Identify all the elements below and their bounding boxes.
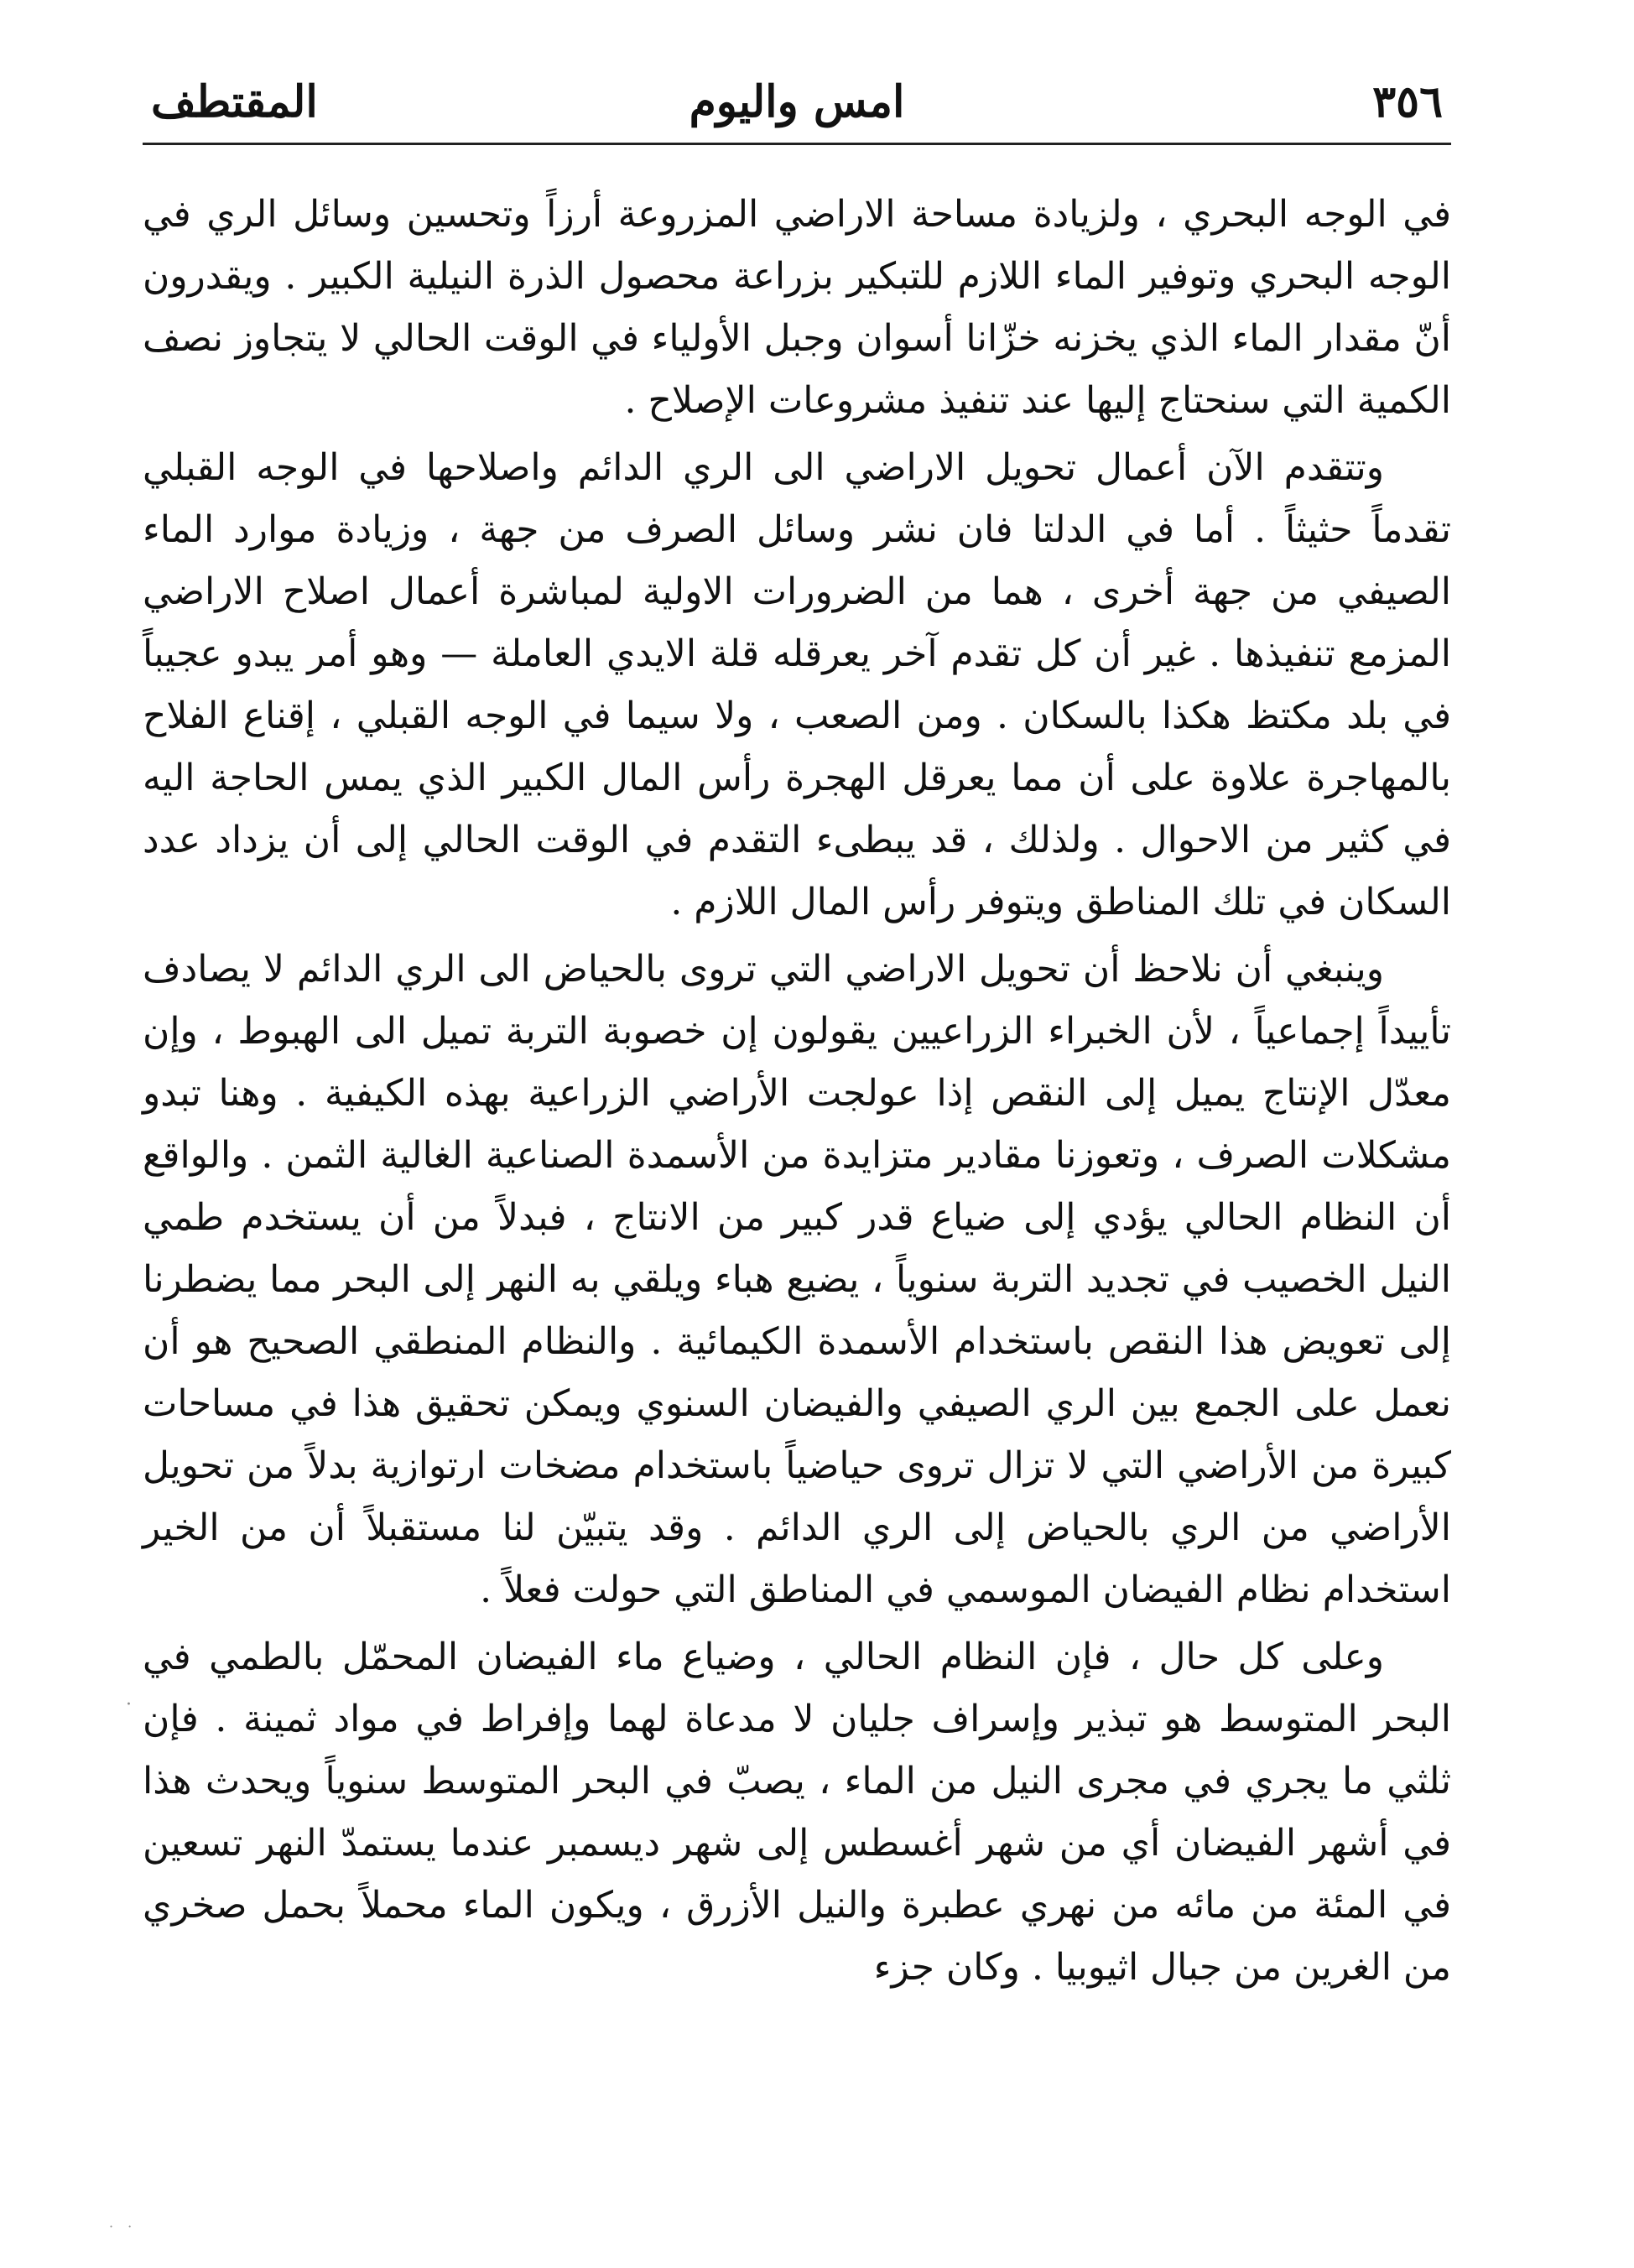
article-body [143,184,1451,1999]
footer-specks: · · [109,2219,138,2234]
margin-speck: · [126,1694,132,1715]
page-number: ٣٥٦ [1372,76,1443,127]
paragraph: في الوجه البحري ، ولزيادة مساحة الاراضي المزروعة أرزاً وتحسين وسائل الري في الوجه البحري وتوفير الماء اللازم للتبكير بزراعة محصول الذرة النيلية الكبير . ويقدرون أنّ مقدار الماء الذي يخزنه خزّانا أسوان وجبل الأولياء في الوقت الحالي لا يتجاوز نصف الكمية التي سنحتاج إليها عند تنفيذ مشروعات الإصلاح . [143,193,1451,422]
running-header [143,59,1451,145]
running-title: امس واليوم [689,76,905,127]
paragraph: وعلى كل حال ، فإن النظام الحالي ، وضياع ماء الفيضان المحمّل بالطمي في البحر المتوسط هو تبذير وإسراف جليان لا مدعاة لهما وإفراط في مواد ثمينة . فإن ثلثي ما يجري في مجرى النيل من الماء ، يصبّ في البحر المتوسط سنوياً ويحدث هذا في أشهر الفيضان أي من شهر أغسطس إلى شهر ديسمبر عندما يستمدّ النهر تسعين في المئة من مائه من نهري عطبرة والنيل الأزرق ، ويكون الماء محملاً بحمل صخري من الغرين من جبال اثيوبيا . وكان جزء [143,1636,1452,1989]
page [143,59,1451,2206]
paragraph: وينبغي أن نلاحظ أن تحويل الاراضي التي تروى بالحياض الى الري الدائم لا يصادف تأييداً إجماعياً ، لأن الخبراء الزراعيين يقولون إن خصوبة التربة تميل الى الهبوط ، وإن معدّل الإنتاج يميل إلى النقص إذا عولجت الأراضي الزراعية بهذه الكيفية . وهنا تبدو مشكلات الصرف ، وتعوزنا مقادير متزايدة من الأسمدة الصناعية الغالية الثمن . والواقع أن النظام الحالي يؤدي إلى ضياع قدر كبير من الانتاج ، فبدلاً من أن يستخدم طمي النيل الخصيب في تجديد التربة سنوياً ، يضيع هباء ويلقي به النهر إلى البحر مما يضطرنا إلى تعويض هذا النقص باستخدام الأسمدة الكيمائية . والنظام المنطقي الصحيح هو أن نعمل على الجمع بين الري الصيفي والفيضان السنوي ويمكن تحقيق هذا في مساحات كبيرة من الأراضي التي لا تزال تروى حياضياً باستخدام مضخات ارتوازية بدلاً من تحويل الأراضي من الري بالحياض إلى الري الدائم . وقد يتبيّن لنا مستقبلاً أن من الخير استخدام نظام الفيضان الموسمي في المناطق التي حولت فعلاً . [143,948,1451,1611]
paragraph: وتتقدم الآن أعمال تحويل الاراضي الى الري الدائم واصلاحها في الوجه القبلي تقدماً حثيثاً . أما في الدلتا فان نشر وسائل الصرف من جهة ، وزيادة موارد الماء الصيفي من جهة أخرى ، هما من الضرورات الاولية لمباشرة أعمال اصلاح الاراضي المزمع تنفيذها . غير أن كل تقدم آخر يعرقله قلة الايدي العاملة — وهو أمر يبدو عجيباً في بلد مكتظ هكذا بالسكان . ومن الصعب ، ولا سيما في الوجه القبلي ، إقناع الفلاح بالمهاجرة علاوة على أن مما يعرقل الهجرة رأس المال الكبير الذي يمس الحاجة اليه في كثير من الاحوال . ولذلك ، قد يبطىء التقدم في الوقت الحالي إلى أن يزداد عدد السكان في تلك المناطق ويتوفر رأس المال اللازم . [143,446,1452,923]
journal-name: المقتطف [151,76,318,127]
